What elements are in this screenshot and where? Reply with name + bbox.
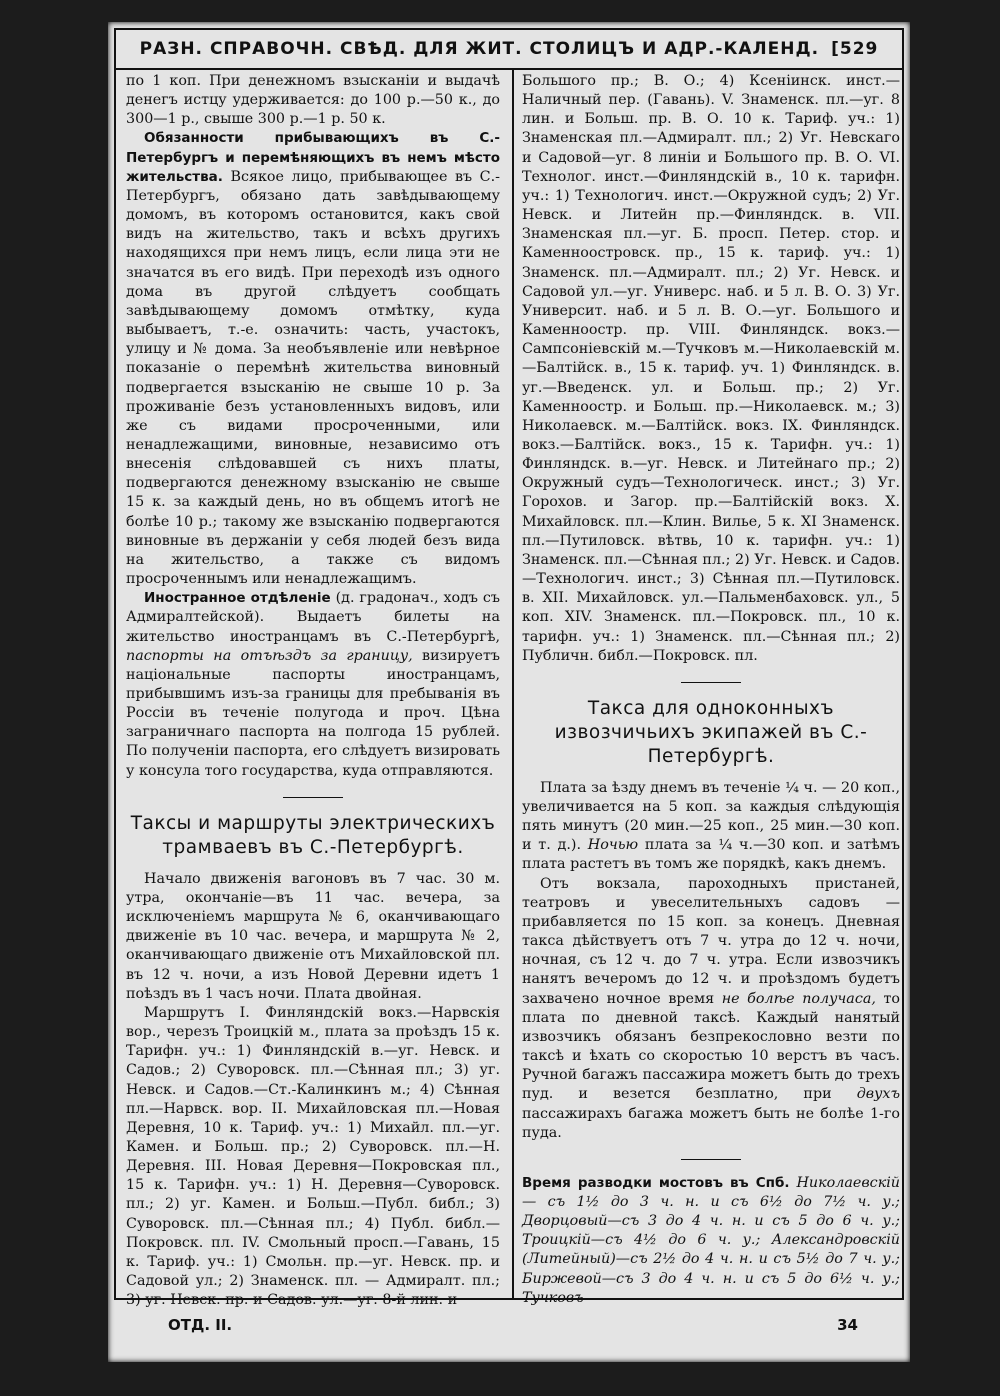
heading-obligations: Обязанности прибывающихъ въ С.-Петербургъ и перемѣняющихъ въ немъ мѣсто жительства.	[126, 130, 500, 185]
document-page	[108, 22, 910, 1362]
running-header	[116, 30, 902, 70]
text-cab-2c: пассажирахъ багажа можетъ быть не болѣе 1-го пуда.	[522, 1105, 900, 1141]
text-cab-2a: Отъ вокзала, пароходныхъ пристаней, театровъ и увеселительныхъ садовъ — прибавляется по 15 коп. за конецъ. Дневная такса дѣйствуетъ отъ 7 ч. утра до 12 ч. ночи, ночная, съ 12 ч. до 7 ч. утра. Если извозчикъ нанятъ вечеромъ до 12 ч. и проѣздомъ будетъ захвачено ночное время	[522, 875, 900, 1007]
header-title: РАЗН. СПРАВОЧН. СВѢД. ДЛЯ ЖИТ. СТОЛИЦЪ И АДР.-КАЛЕНД.	[139, 39, 820, 59]
header-page-number: [529	[831, 39, 879, 59]
text-foreign-2: визируетъ національные паспорты иностранцамъ, прибывшимъ изъ-за границы для пребыванія въ Россіи въ теченіе полугода и проч. Цѣна заграничнаго паспорта на полгода 15 рублей. По полученіи паспорта, его слѣдуетъ визировать у консула того государства, куда отправляются.	[126, 647, 500, 779]
text-cab-1b: плата за ¼ ч.—30 коп. и затѣмъ плата растетъ въ томъ же порядкѣ, какъ днемъ.	[522, 837, 900, 873]
text-foreign-1: (д. градонач., ходъ съ Адмиралтейской). Выдаетъ билеты на жительство иностранцамъ въ С.-Петербургѣ,	[126, 590, 500, 645]
section-rule	[681, 682, 741, 683]
paragraph-obligations	[126, 129, 500, 589]
page-footer	[168, 1316, 858, 1340]
paragraph-bridges	[522, 1174, 900, 1308]
text-foreign-italic: паспорты на отъѣздъ за границу,	[126, 647, 413, 664]
paragraph-cab-rules	[522, 875, 900, 1143]
text-bridges: Николаевскій — съ 1½ до 3 ч. н. и съ 6½ до 7½ ч. у.; Дворцовый—съ 3 до 4 ч. н. и съ 5 до 6 ч. у.; Троицкій—съ 4½ до 6 ч. у.; Александровскій (Литейный)—съ 2½ до 4 ч. н. и съ 5½ до 7 ч. у.; Биржевой—съ 3 до 4 ч. н. и съ 5 до 6½ ч. у.; Тучковъ	[522, 1174, 901, 1306]
footer-section: ОТД. II.	[168, 1316, 233, 1334]
text-cab-1a: Плата за ѣзду днемъ въ теченіе ¼ ч. — 20 коп., увеличивается на 5 коп. за каждыя слѣдующія пять минутъ (20 мин.—25 коп., 25 мин.—30 коп. и т. д.).	[522, 779, 900, 854]
section-rule	[283, 797, 343, 798]
section-rule	[681, 1159, 741, 1160]
paragraph-tram-routes: Маршрутъ I. Финляндскій вокз.—Нарвскія вор., черезъ Троицкій м., плата за проѣздъ 15 к. Тарифн. уч.: 1) Финляндскій в.—уг. Невск. и Садов.; 2) Суворовск. пл.—Сѣнная пл.; 3) уг. Невск. и Садов.—Ст.-Калинкинъ м.; 4) Сѣнная пл.—Нарвск. вор. II. Михайловская пл.—Новая Деревня, 10 к. Тариф. уч.: 1) Михайл. пл.—уг. Камен. и Больш. пр.; 2) Суворовск. пл.—Н. Деревня. III. Новая Деревня—Покровская пл., 15 к. Тарифн. уч.: 1) Н. Деревня—Суворовск. пл.; 2) уг. Камен. и Больш.—Публ. библ.; 3) Суворовск. пл.—Сѣнная пл.; 4) Публ. библ.—Покровск. пл. IV. Смольный просп.—Гавань, 15 к. Тариф. уч.: 1) Смольн. пр.—уг. Невск. пр. и Садовой ул.; 2) Знаменск. пл. — Адмиралт. пл.; 3) уг. Невск. пр. и Садов. ул.—уг. 8-й лин. и	[126, 1004, 500, 1309]
paragraph-foreign-department	[126, 589, 500, 781]
paragraph-tram-hours: Начало движенія вагоновъ въ 7 час. 30 м. утра, окончаніе—въ 11 час. вечера, за исключеніемъ маршрута № 6, оканчивающаго движеніе въ 10 час. вечера, и маршрута № 2, оканчивающаго движеніе отъ Михайловской пл. въ 12 ч. ночи, а изъ Новой Деревни идетъ 1 поѣздъ въ 1 часъ ночи. Плата двойная.	[126, 870, 500, 1002]
right-column	[522, 72, 901, 1306]
text-obligations: Всякое лицо, прибывающее въ С.-Петербургъ, обязано дать завѣдывающему домомъ, въ которомъ остановится, какъ свой видъ на жительство, такъ и всѣхъ другихъ находящихся при немъ лицъ, если лица эти не значатся въ его видѣ. При переходѣ изъ одного дома въ другой слѣдуетъ сообщать завѣдывающему домомъ отмѣтку, куда выбываетъ, т.-е. означить: часть, участокъ, улицу и № дома. За необъявленіе или невѣрное показаніе о перемѣнѣ жительства виновный подвергается взысканію не свыше 10 р. За проживаніе безъ установленныхъ видовъ, или же съ видами просроченными, или ненадлежащими, виновные, независимо отъ внесенія слѣдовавшей съ нихъ платы, подвергаются денежному взысканію не свыше 15 к. за каждый день, но въ общемъ итогѣ не болѣе 10 р.; такому же взысканію подвергаются виновные въ держаніи у себя людей безъ вида на жительство, а также съ видомъ просроченнымъ или ненадлежащимъ.	[126, 168, 501, 588]
paragraph-routes-continued: Большого пр.; В. О.; 4) Ксеніинск. инст.—Наличный пер. (Гавань). V. Знаменск. пл.—уг. 8 лин. и Больш. пр. В. О. 10 к. Тариф. уч.: 1) Знаменская пл.—Адмиралт. пл.; 2) Уг. Невскаго и Садовой—уг. 8 линіи и Большого пр. В. О. VI. Технолог. инст.—Финляндскій в., 10 к. тарифн. уч.: 1) Технологич. инст.—Окружной судъ; 2) Уг. Невск. и Литейн пр.—Финляндск. в. VII. Знаменская пл.—уг. Б. просп. Петер. стор. и Каменноостровск. пр., 15 к. тариф. уч.: 1) Знаменск. пл.—Адмиралт. пл.; 2) Уг. Невск. и Садовой ул.—уг. Универс. наб. и 5 л. В. О. 3) Уг. Университ. наб. и 5 л. В. О.—уг. Большого и Каменноостр. пр. VIII. Финляндск. вокз.—Сампсоніевскій м.—Тучковъ м.—Николаевскій м.—Балтійск. в., 15 к. тариф. уч. 1) Финляндск. в. уг.—Введенск. ул. и Больш. пр.; 2) Уг. Каменноостр. и Больш. пр.—Николаевск. м.; 3) Николаевск. м.—Балтійск. вокз. IX. Финляндск. вокз.—Балтійск. вокз., 15 к. Тарифн. уч.: 1) Финляндск. в.—уг. Невск. и Литейнаго пр.; 2) Окружный судъ—Технологическ. инст.; 3) Уг. Горохов. и Загор. пр.—Балтійскій вокз. X. Михайловск. пл.—Клин. Вилье, 5 к. XI Знаменск. пл.—Путиловск. вѣтвь, 10 к. тарифн. уч.: 1) Знаменск. пл.—Сѣнная пл.; 2) Уг. Невск. и Садов.—Технологич. инст.; 3) Сѣнная пл.—Путиловск. в. XII. Михайловск. ул.—Пальменбаховск. ул., 5 коп. XIV. Знаменск. пл.—Покровск. пл., 10 к. тарифн. уч.: 1) Знаменск. пл.—Сѣнная пл.; 2) Публичн. библ.—Покровск. пл.	[522, 73, 900, 664]
heading-tram-routes: Таксы и маршруты электрическихъ трамваевъ въ С.-Петербургѣ.	[130, 812, 496, 858]
text-cab-half-hour: не болѣе получаса,	[721, 990, 876, 1007]
paragraph-cab-day-night	[522, 779, 900, 875]
paragraph-court-fees: по 1 коп. При денежномъ взысканіи и выдачѣ денегъ истцу удерживается: до 100 р.—50 к., до 300—1 р., свыше 300 р.—1 р. 50 к.	[126, 73, 500, 128]
page-frame	[114, 28, 904, 1309]
column-divider	[512, 68, 514, 1298]
text-cab-2b: то плата по дневной таксѣ. Каждый нанятый извозчикъ обязанъ безпрекословно везти по таксѣ и ѣхать со скоростью 10 верстъ въ часъ. Ручной багажъ пассажира можетъ быть до трехъ пуд. и везется безплатно, при	[522, 990, 901, 1103]
left-column	[126, 72, 501, 1309]
text-cab-night: Ночью	[587, 837, 639, 854]
heading-cab-fares: Такса для одноконныхъ извозчичьихъ экипажей въ С.-Петербургѣ.	[554, 697, 868, 767]
footer-page-number: 34	[837, 1316, 858, 1334]
text-cab-two: двухъ	[856, 1086, 900, 1103]
heading-bridges: Время разводки мостовъ въ Спб.	[522, 1174, 790, 1191]
heading-foreign-department: Иностранное отдѣленіе	[144, 590, 331, 607]
